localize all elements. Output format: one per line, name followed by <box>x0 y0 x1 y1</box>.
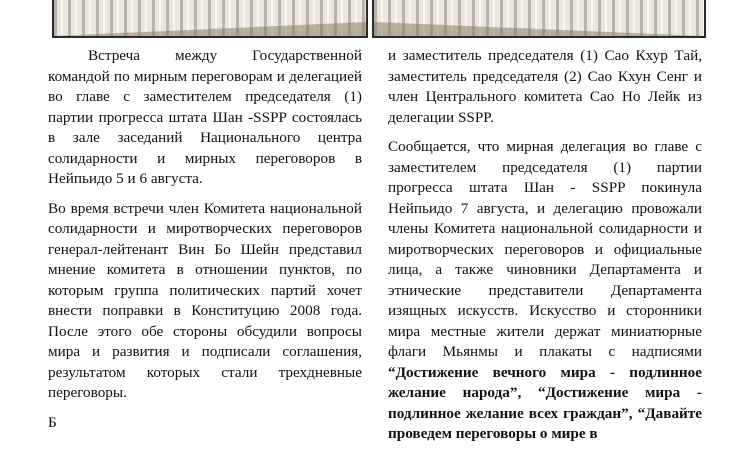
paragraph-discussion: Во время встречи член Комитета национальной солидарности и миротворческих переговоров генерал-лейтенант Вин Бо Шейн представил мнение комитета в отношении пунктов, по которым группа политических партий хочет внести поправки в Конституцию 2008 года. После этого обе стороны обсудили вопросы мира и развития и подписали соглашения, результатом которых стали трехдневные переговоры. <box>48 199 362 401</box>
slogans-text: “Достижение вечного мира - подлинное желание народа”, “Достижение мира - подлинное желание всех граждан”, “Давайте проведем переговоры о мире в <box>388 363 702 442</box>
photo-left <box>52 0 368 38</box>
article-column-left <box>48 46 362 436</box>
departure-text: Сообщается, что мирная делегация во главе с заместителем председателя (1) партии прогресса штата Шан - SSPP покинула Нейпьидо 7 августа, и делегацию провожали члены Комитета национальной солидарности и миротворческих переговоров и официальные лица, а также чиновники Департамента и этнические представители Департамента изящных искусств. Искусство и сторонники мира местные жители держат миниатюрные флаги Мьянмы и плакаты с надписями <box>388 138 702 360</box>
paragraph-delegation-members: и заместитель председателя (1) Сао Кхур Тай, заместитель председателя (2) Сао Кхун Сенг и член Центрального комитета Сао Но Лейк из делегации SSPP. <box>388 47 702 126</box>
curtain-graphic-left <box>54 0 366 36</box>
photo-right <box>372 0 706 38</box>
article-column-right <box>388 46 702 454</box>
curtain-graphic-right <box>374 0 704 36</box>
paragraph-meeting: Встреча между Государственной командой по мирным переговорам и делегацией во главе с заместителем председателя (1) партии прогресса штата Шан -SSPP состоялась в зале заседаний Национального центра солидарности и мирных переговоров в Нейпьидо 5 и 6 августа. <box>48 47 362 187</box>
paragraph-cut-off: Б <box>48 413 57 427</box>
paragraph-departure <box>388 137 702 445</box>
